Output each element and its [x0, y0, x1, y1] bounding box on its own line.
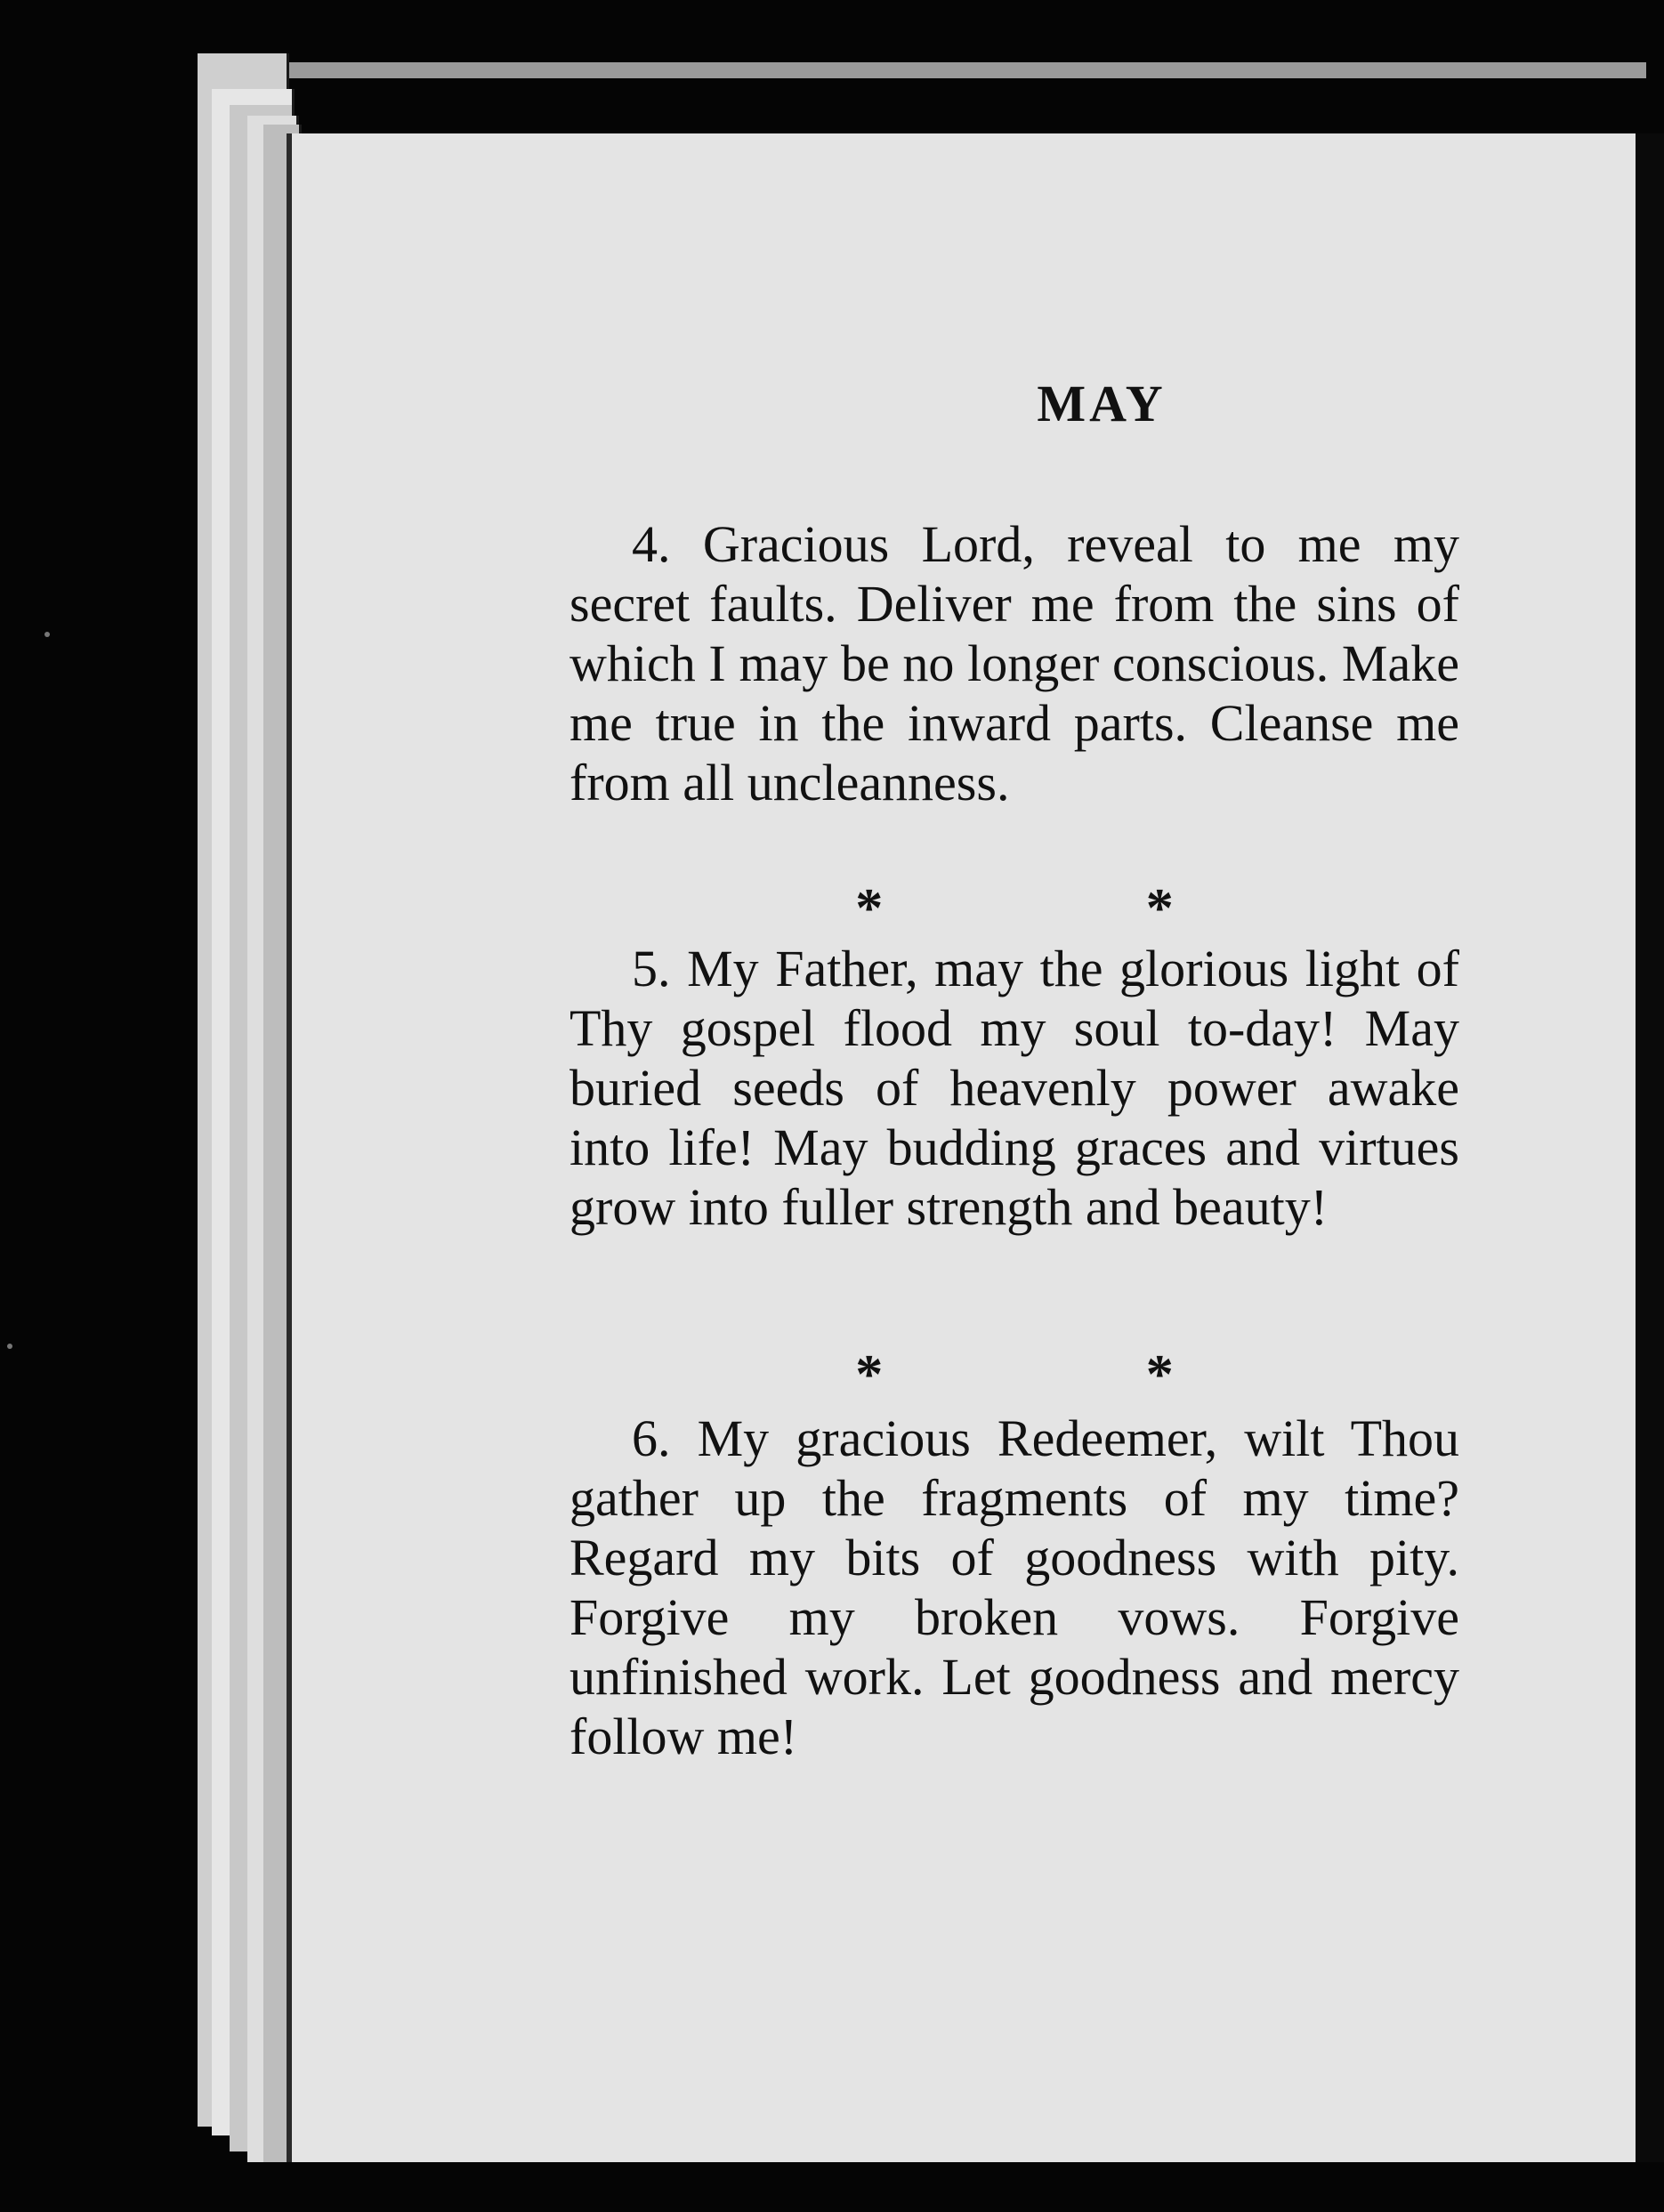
- entry-text: 4. Gracious Lord, reveal to me my secret faults. Deliver me from the sins of which I may be no longer conscious. Make me true in the inward parts. Cleanse me from all uncleanness.: [569, 515, 1459, 811]
- page-gutter-shadow: [1636, 133, 1664, 2162]
- page-title: MAY: [1037, 375, 1167, 432]
- prayer-entry-4: [569, 514, 1459, 812]
- prayer-entry-6: [569, 1409, 1459, 1766]
- book-page: [287, 133, 1650, 2162]
- top-page-edge: [267, 62, 1646, 78]
- section-separator: * *: [855, 1344, 1298, 1405]
- dust-speck: [44, 632, 50, 637]
- dust-speck: [7, 1344, 12, 1349]
- section-separator: * *: [855, 878, 1298, 939]
- prayer-entry-5: [569, 939, 1459, 1237]
- entry-text: 5. My Father, may the glorious light of Thy gospel flood my soul to-day! May buried seeds of heavenly power awake into life! May budding graces and virtues grow into fuller strength and beauty!: [569, 940, 1459, 1236]
- entry-text: 6. My gracious Redeemer, wilt Thou gather up the fragments of my time? Regard my bits of goodness with pity. Forgive my broken vows. Forgive unfinished work. Let goodness and mercy follow me!: [569, 1409, 1459, 1765]
